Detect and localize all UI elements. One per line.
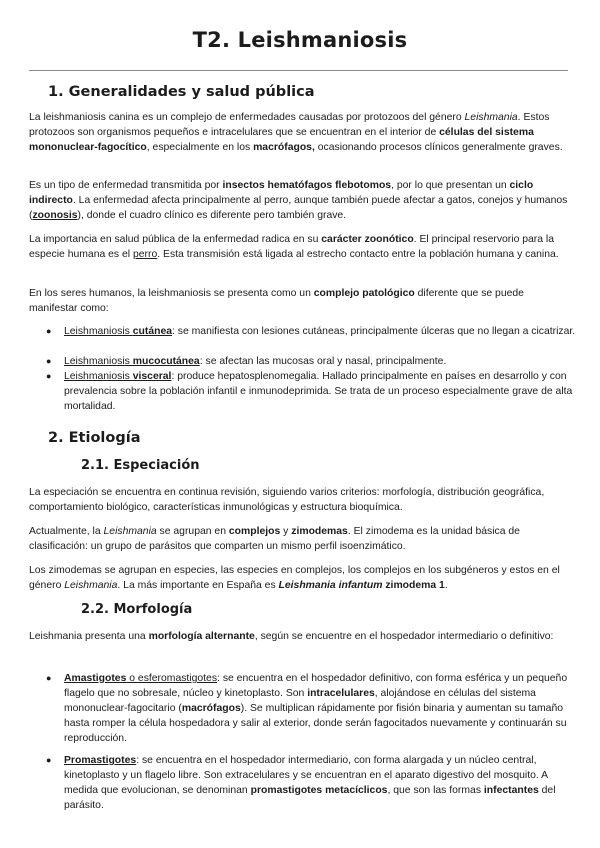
subsection-2-2-heading: 2.2. Morfología: [81, 602, 193, 617]
bullet-icon: ●: [46, 673, 52, 683]
section-1-heading: 1. Generalidades y salud pública: [48, 84, 315, 100]
document-title: T2. Leishmaniosis: [192, 28, 408, 52]
section-2-heading: 2. Etiología: [48, 430, 141, 446]
section-1-paragraph-4: En los seres humanos, la leishmaniosis se presenta como un complejo patológico diferente que se puede manifestar como:: [29, 288, 524, 314]
bullet-icon: ●: [46, 371, 52, 381]
subsection-2-1-heading: 2.1. Especiación: [81, 458, 200, 473]
subsection-2-1-paragraph-1: La especiación se encuentra en continua revisión, siguiendo varios criterios: morfología, distribución geográfica, comportamiento biológico, características inmunológicas y estructura bioquímica.: [29, 487, 545, 513]
subsection-2-1-paragraph-2: Actualmente, la Leishmania se agrupan en complejos y zimodemas. El zimodema es la unidad básica de clasificación: un grupo de parásitos que comparten un mismo perfil isoenzimático.: [29, 526, 520, 552]
section-1-paragraph-1: La leishmaniosis canina es un complejo de enfermedades causadas por protozoos del género Leishmania. Estos protozoos son organismos pequeños e intracelulares que se encuentran en el interior de células del sistema mononuclear-fagocítico, especialmente en los macrófagos, ocasionando procesos clínicos generalmente graves.: [29, 112, 563, 153]
list-item-visceral: Leishmaniosis visceral: produce hepatosplenomegalia. Hallado principalmente en países en desarrollo y con prevalencia sobre la población infantil e inmunodeprimida. Se trata de un proceso especialmente grave de alta mortalidad.: [64, 371, 573, 412]
subsection-2-1-paragraph-3: Los zimodemas se agrupan en especies, las especies en complejos, los complejos en los subgéneros y estos en el género Leishmania. La más importante en España es Leishmania infantum zimodema 1.: [29, 565, 560, 591]
list-item-promastigotes: Promastigotes: se encuentra en el hospedador intermediario, con forma alargada y un núcleo central, kinetoplasto y un flagelo libre. Son extracelulares y se encuentran en el aparato digestivo del mosquito. A medida que evolucionan, se denominan promastigotes metacíclicos, que son las formas infectantes del parásito.: [64, 755, 556, 811]
bullet-icon: ●: [46, 326, 52, 336]
bullet-icon: ●: [46, 356, 52, 366]
bullet-icon: ●: [46, 755, 52, 765]
section-1-paragraph-2: Es un tipo de enfermedad transmitida por insectos hematófagos flebotomos, por lo que presentan un ciclo indirecto. La enfermedad afecta principalmente al perro, aunque también puede afectar a gatos, conejos y humanos (zoonosis), donde el cuadro clínico es diferente pero también grave.: [29, 180, 568, 221]
list-item-mucocutanea: Leishmaniosis mucocutánea: se afectan las mucosas oral y nasal, principalmente.: [64, 356, 447, 367]
title-divider: [29, 70, 568, 71]
list-item-amastigotes: Amastigotes o esferomastigotes: se encuentra en el hospedador definitivo, con forma esférica y un pequeño flagelo que no sobresale, núcleo y kinetoplasto. Son intracelulares, alojándose en células del sistema mononuclear-fagocitario (macrófagos). Se multiplican rápidamente por fisión binaria y aumentan su tamaño hasta romper la célula hospedadora y salir al exterior, donde serán fagocitados nuevamente y continuarán su reproducción.: [64, 673, 568, 744]
subsection-2-2-paragraph-1: Leishmania presenta una morfología alternante, según se encuentre en el hospedador intermediario o definitivo:: [29, 631, 554, 642]
section-1-paragraph-3: La importancia en salud pública de la enfermedad radica en su carácter zoonótico. El principal reservorio para la especie humana es el perro. Esta transmisión está ligada al estrecho contacto entre la población humana y canina.: [29, 234, 559, 260]
list-item-cutanea: Leishmaniosis cutánea: se manifiesta con lesiones cutáneas, principalmente úlceras que no llegan a cicatrizar.: [64, 326, 576, 337]
